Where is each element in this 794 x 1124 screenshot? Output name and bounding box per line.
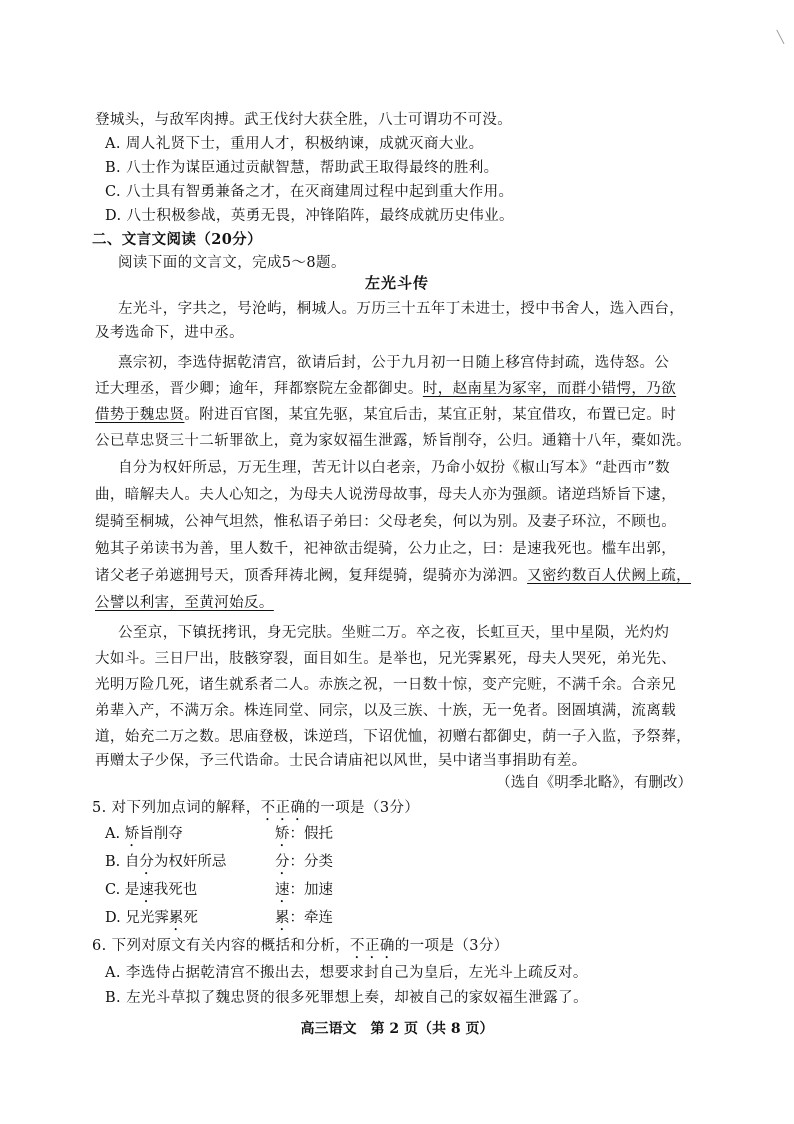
passage-line: 光明万险几死，诸生就系者二人。赤族之祝，一日数十惊，变产完赃，不满千余。合亲兄	[95, 677, 677, 693]
underlined-sentence: 借势于魏忠贤	[95, 407, 185, 423]
q5-def-text: ：牵连	[289, 910, 333, 926]
q5-option-text: 死	[183, 910, 198, 926]
q5-option-text: 为权奸所忌	[153, 854, 227, 870]
q5-option-text: 旨削夺	[139, 826, 183, 842]
passage-line: 曲，暗解夫人。夫人心知之，为母夫人说涝母故事，母夫人亦为强颜。诸逆珰矫旨下逮，	[95, 487, 677, 503]
q5-option-text: D. 兄光霁	[105, 910, 169, 926]
passage-text: 。附进百官图，某宜先驱，某宜后击，某宜正射，某宜借攻，布置已定。时	[184, 407, 677, 423]
passage-line: 再赠太子少保，予三代诰命。士民合请庙祀以风世，吴中诸当事捐助有差。	[95, 753, 587, 769]
q6-option-a: A. 李选侍占据乾清宫不搬出去，想要求封自己为皇后，左光斗上疏反对。	[105, 965, 588, 981]
section-heading: 二、文言文阅读（20分）	[92, 231, 262, 248]
q5-option-d	[105, 906, 198, 934]
q5-option-text: 我死也	[153, 882, 198, 898]
passage-line: 公已草忠贤三十二斩罪欲上，竟为家奴福生泄露，矫旨削夺，公归。通籍十八年，橐如洗。	[95, 433, 691, 449]
passage-line: 勉其子弟读书为善，里人数千，祀神欲击缇骑，公力止之，曰：是速我死也。槛车出郭，	[95, 541, 677, 557]
prev-option-d: D. 八士积极参战，英勇无畏，冲锋陷阵，最终成就历史伟业。	[105, 208, 514, 224]
passage-line: 弟辈入产，不满万余。株连同堂、同宗，以及三族、十族，无一免者。囹圄填满，流离载	[95, 703, 677, 719]
q5-def-word: 分	[275, 854, 290, 870]
q5-definition-a	[275, 822, 333, 850]
passage-line: 道，始充二万之数。思庙登极，诛逆珰，下诏优恤，初赠右都御史，荫一子入监，予祭葬，	[95, 729, 691, 745]
q5-stem-emphasis: 不正确	[260, 800, 306, 816]
prev-passage-tail: 登城头，与敌军肉搏。武王伐纣大获全胜，八士可谓功不可没。	[95, 112, 513, 128]
q5-option-b	[105, 850, 226, 878]
passage-title: 左光斗传	[364, 274, 429, 292]
passage-line	[95, 564, 691, 585]
page-footer: 高三语文 第 2 页（共 8 页）	[300, 1021, 494, 1037]
passage-line: 缇骑至桐城，公神气坦然，惟私语子弟曰：父母老矣，何以为别。及妻子环泣，不顾也。	[95, 514, 677, 530]
prev-option-b: B. 八士作为谋臣通过贡献智慧，帮助武王取得最终的胜利。	[105, 160, 499, 176]
passage-line: 熹宗初，李选侍据乾清宫，欲请后封，公于九月初一日随上移宫侍封疏，选侍怒。公	[118, 355, 670, 371]
q5-option-text: A.	[105, 826, 125, 842]
passage-line	[95, 591, 274, 612]
q6-stem-emphasis: 不正确	[350, 938, 395, 954]
section-instruction: 阅读下面的文言文，完成5～8题。	[118, 255, 346, 271]
passage-line: 及考选命下，进中丞。	[95, 325, 244, 341]
q5-dotted-word: 速	[139, 882, 154, 898]
passage-line: 大如斗。三日尸出，肢骸穿裂，面目如生。是举也，兄光霁累死，母夫人哭死，弟光先、	[95, 651, 677, 667]
passage-line: 自分为权奸所忌，万无生理，苦无计以白老亲，乃命小奴扮《椒山写本》“赴西市”数	[118, 460, 671, 476]
q5-definition-b	[275, 850, 333, 878]
q5-dotted-word: 累	[168, 910, 184, 926]
passage-line: 公至京，下镇抚拷讯，身无完肤。坐赃二万。卒之夜，长虹亘天，里中星陨，光灼灼	[118, 625, 670, 641]
passage-source: （选自《明季北略》，有删改）	[496, 775, 692, 791]
q6-stem	[92, 934, 509, 962]
underlined-sentence: 时，赵南星为冢宰，而群小错愕，乃欲	[422, 381, 677, 397]
q5-definition-c	[275, 878, 333, 906]
passage-line: 左光斗，字共之，号沧屿，桐城人。万历三十五年丁未进士，授中书舍人，选入西台，	[118, 301, 685, 317]
q5-def-text: ：分类	[289, 854, 333, 870]
q5-option-c	[105, 878, 197, 906]
q5-dotted-word: 分	[139, 854, 154, 870]
q5-dotted-word: 矫	[124, 826, 140, 842]
passage-text: 迁大理丞，晋少卿；逾年，拜都察院左金都御史。	[95, 381, 423, 397]
q5-stem-text: 的一项是（3分）	[305, 800, 420, 816]
q5-def-text: ：假托	[289, 826, 333, 842]
q5-option-a	[105, 822, 183, 850]
passage-text: 诸父老子弟遮拥号天，顶香拜祷北阙，复拜缇骑，缇骑亦为涕泗。	[95, 568, 528, 584]
underlined-sentence: 公譬以利害，至黄河始反。	[95, 595, 274, 611]
underlined-sentence: 又密约数百人伏阙上疏，	[527, 568, 692, 584]
q5-def-word: 速	[275, 882, 290, 898]
prev-option-c: C. 八士具有智勇兼备之才，在灭商建周过程中起到重大作用。	[105, 184, 514, 200]
q5-stem	[92, 796, 419, 824]
q5-option-text: C. 是	[105, 882, 140, 898]
passage-line	[95, 403, 676, 424]
passage-line	[95, 377, 676, 398]
q6-stem-text: 6. 下列对原文有关内容的概括和分析，	[92, 938, 351, 954]
q5-def-text: ：加速	[289, 882, 333, 898]
q5-def-word: 累	[275, 910, 290, 926]
prev-option-a: A. 周人礼贤下士，重用人才，积极纳谏，成就灭商大业。	[105, 136, 484, 152]
q5-def-word: 矫	[275, 826, 290, 842]
q5-definition-d	[275, 906, 333, 934]
scan-corner-mark: ╲	[776, 30, 784, 44]
q5-stem-text: 5. 对下列加点词的解释，	[92, 800, 261, 816]
q6-stem-text: 的一项是（3分）	[394, 938, 509, 954]
q5-option-text: B. 自	[105, 854, 140, 870]
q6-option-b: B. 左光斗草拟了魏忠贤的很多死罪想上奏，却被自己的家奴福生泄露了。	[105, 990, 588, 1006]
